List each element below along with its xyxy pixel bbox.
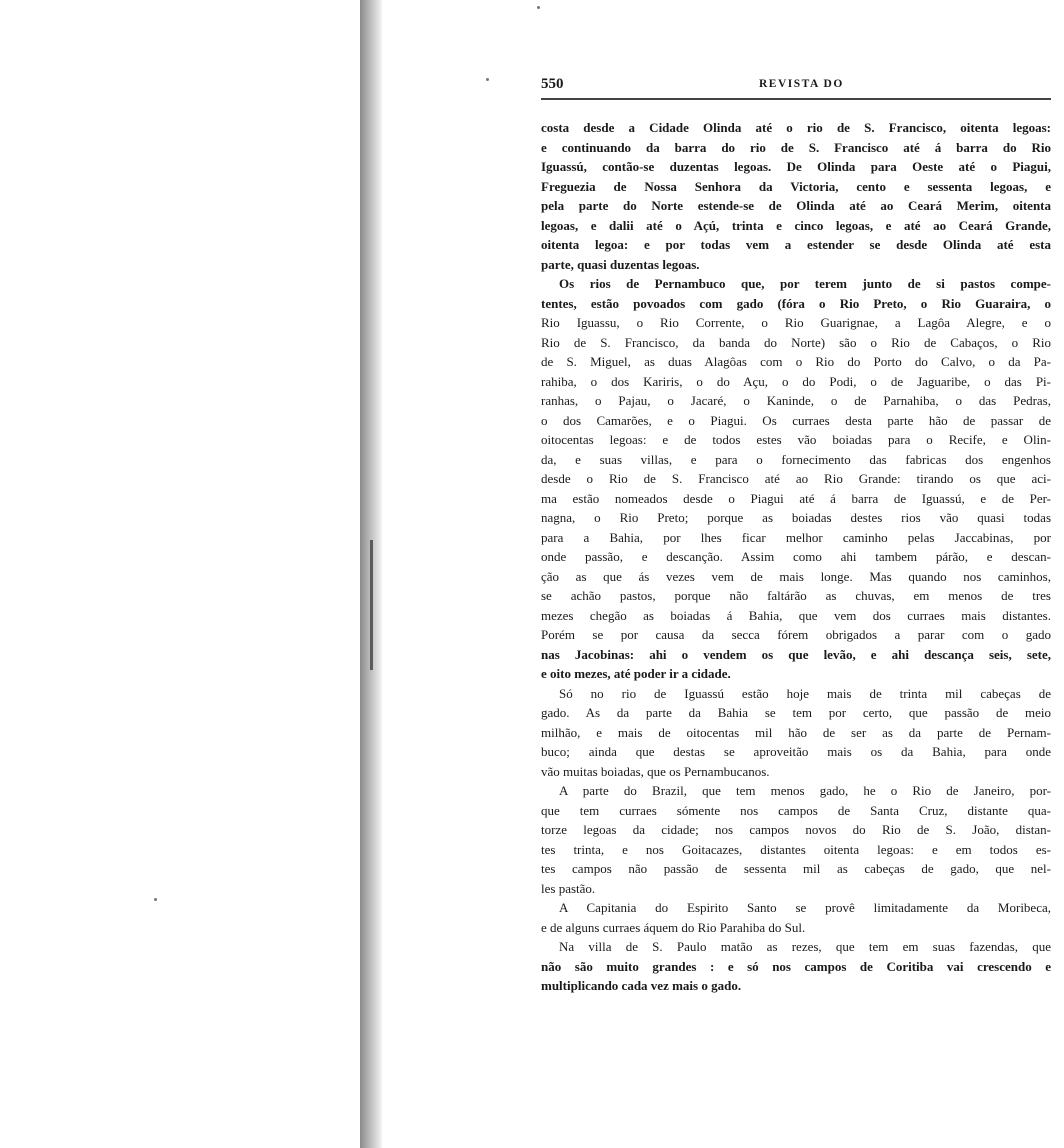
text-line: que tem curraes sómente nos campos de Santa Cruz, distante qua- — [541, 802, 1051, 818]
text-line: oitocentas legoas: e de todos estes vão boiadas para o Recife, e Olin- — [541, 432, 1051, 447]
text-line: costa desde a Cidade Olinda até o rio de S. Francisco, oitenta legoas: — [541, 120, 1051, 135]
page-number: 550 — [541, 76, 564, 92]
text-line: Na villa de S. Paulo matão as rezes, que tem em suas fazendas, que — [559, 939, 1051, 954]
binding-gutter-mark — [370, 540, 373, 670]
text-line: multiplicando cada vez mais o gado. — [541, 978, 742, 993]
text-line: vão muitas boiadas, que os Pernambucanos. — [541, 763, 770, 779]
text-line: milhão, e mais de oitocentas mil hão de ser as da parte de Pernam- — [541, 724, 1051, 740]
running-title: REVISTA DO — [759, 78, 844, 90]
text-line: parte, quasi duzentas legoas. — [541, 256, 700, 272]
text-line: torze legoas da cidade; nos campos novos do Rio de S. João, distan- — [541, 822, 1051, 837]
text-line: Iguassú, contão-se duzentas legoas. De Olinda para Oeste até o Piagui, — [541, 159, 1051, 174]
text-line: e oito mezes, até poder ir a cidade. — [541, 666, 731, 681]
text-line: ranhas, o Pajau, o Jacaré, o Kaninde, o de Parnahiba, o das Pedras, — [541, 393, 1051, 408]
text-line: da, e suas villas, e para o fornecimento das fabricas dos engenhos — [541, 451, 1051, 467]
text-line: não são muito grandes : e só nos campos de Coritiba vai crescendo e — [541, 958, 1051, 974]
text-line: Porém se por causa da secca fórem obrigados a parar com o gado — [541, 627, 1051, 642]
text-line: tes campos não passão de sessenta mil as cabeças de gado, que nel- — [541, 861, 1051, 876]
text-line: ção as que ás vezes vem de mais longe. Mas quando nos caminhos, — [541, 568, 1051, 584]
scan-speck — [154, 898, 157, 901]
text-line: les pastão. — [541, 880, 596, 896]
text-line: o dos Camarões, e o Piagui. Os curraes desta parte hão de passar de — [541, 412, 1051, 428]
text-line: onde passão, e descanção. Assim como ahi tambem párão, e descan- — [541, 549, 1051, 564]
text-line: rahiba, o dos Kariris, o do Açu, o do Podi, o de Jaguaribe, o das Pi- — [541, 373, 1051, 389]
text-line: Rio Iguassu, o Rio Corrente, o Rio Guarignae, a Lagôa Alegre, e o — [541, 315, 1051, 330]
body-text — [541, 118, 1051, 996]
text-line: oitenta legoa: e por todas vem a estender se desde Olinda até esta — [541, 237, 1051, 252]
text-line: mezes chegão as boiadas á Bahia, que vem dos curraes mais distantes. — [541, 607, 1051, 623]
text-line: nagna, o Rio Preto; porque as boiadas destes rios vão quasi todas — [541, 510, 1051, 525]
scan-speck — [486, 78, 489, 81]
text-line: tes trinta, e nos Goitacazes, distantes oitenta legoas: e em todos es- — [541, 841, 1051, 857]
text-line: tentes, estão povoados com gado (fóra o Rio Preto, o Rio Guaraira, o — [541, 295, 1051, 311]
text-line: se achão pastos, porque não faltárão as chuvas, em menos de tres — [541, 588, 1051, 603]
text-line: e de alguns curraes áquem do Rio Parahiba do Sul. — [541, 919, 806, 935]
text-line: de S. Miguel, as duas Alagôas com o Rio do Porto do Calvo, o da Pa- — [541, 354, 1051, 369]
text-line: nas Jacobinas: ahi o vendem os que levão, e ahi descança seis, sete, — [541, 646, 1051, 662]
text-line: desde o Rio de S. Francisco até ao Rio Grande: tirando os que aci- — [541, 471, 1051, 486]
scan-speck — [537, 6, 540, 9]
text-line: gado. As da parte da Bahia se tem por certo, que passão de meio — [541, 705, 1051, 720]
text-line: Rio de S. Francisco, da banda do Norte) são o Rio de Cabaços, o Rio — [541, 334, 1051, 350]
text-line: Só no rio de Iguassú estão hoje mais de trinta mil cabeças de — [559, 685, 1051, 701]
text-line: Freguezia de Nossa Senhora da Victoria, cento e sessenta legoas, e — [541, 178, 1051, 194]
text-line: legoas, e dalii até o Açú, trinta e cinco legoas, e até ao Ceará Grande, — [541, 217, 1051, 233]
text-line: para a Bahia, por lhes ficar melhor caminho pelas Jaccabinas, por — [541, 529, 1051, 545]
page-header — [541, 76, 1051, 100]
text-line: A parte do Brazil, que tem menos gado, he o Rio de Janeiro, por- — [559, 783, 1051, 798]
text-line: pela parte do Norte estende-se de Olinda até ao Ceará Merim, oitenta — [541, 198, 1051, 213]
text-line: ma estão nomeados desde o Piagui até á barra de Iguassú, e de Per- — [541, 490, 1051, 506]
text-line: buco; ainda que destas se aproveitão mais os da Bahia, para onde — [541, 744, 1051, 759]
text-line: A Capitania do Espirito Santo se provê limitadamente da Moribeca, — [559, 900, 1051, 915]
text-line: e continuando da barra do rio de S. Francisco até á barra do Rio — [541, 139, 1051, 155]
text-line: Os rios de Pernambuco que, por terem junto de si pastos compe- — [559, 276, 1051, 291]
